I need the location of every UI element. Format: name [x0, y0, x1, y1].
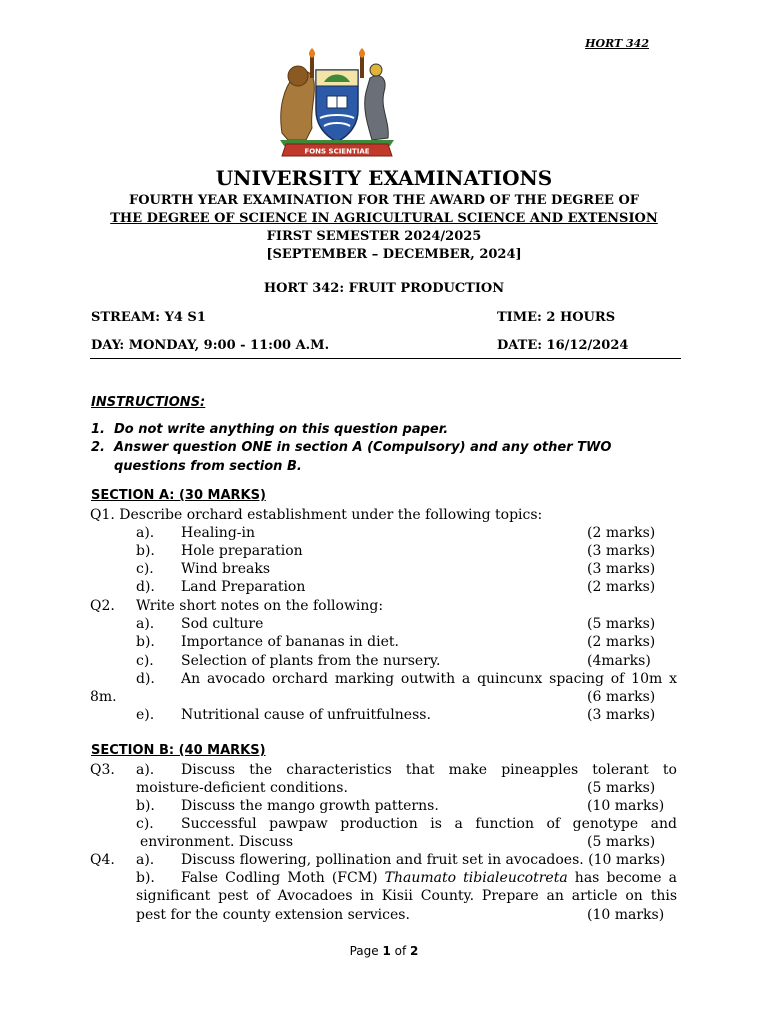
part-text [181, 869, 677, 887]
part-text-continuation: environment. Discuss [140, 834, 294, 850]
page-number [0, 944, 768, 958]
part-label: b). [136, 870, 155, 886]
part-marks: (3 marks) [587, 543, 656, 559]
motto-text: FONS SCIENTIAE [304, 147, 370, 156]
crane-supporter [365, 76, 389, 140]
course-reference: HORT 342 [585, 37, 649, 50]
part-marks: (6 marks) [587, 689, 656, 705]
part-label: c). [136, 816, 154, 832]
part-marks: (2 marks) [587, 525, 656, 541]
part-text-continuation: moisture-deficient conditions. [136, 780, 348, 796]
part-text: Wind breaks [181, 561, 271, 577]
part-label: a). [136, 762, 155, 778]
part-label: d). [136, 579, 155, 595]
part-label: a). [136, 852, 155, 868]
q2-number: Q2. [90, 598, 115, 614]
exam-period: [SEPTEMBER – DECEMBER, 2024] [266, 247, 522, 262]
university-crest-logo [272, 48, 402, 158]
part-text: Successful pawpaw production is a function of genotype and [181, 816, 677, 832]
part-text: Nutritional cause of unfruitfulness. [181, 707, 431, 723]
current-page: 1 [382, 944, 391, 958]
part-marks: (5 marks) [587, 616, 656, 632]
page-separator: of [390, 944, 411, 958]
part-text-continuation: 8m. [90, 689, 117, 705]
part-text: Sod culture [181, 616, 264, 632]
page-label: Page [349, 944, 383, 958]
species-name: Thaumato tibialeucotreta [384, 870, 568, 886]
instructions-heading: INSTRUCTIONS: [91, 395, 206, 410]
section-a-heading: SECTION A: (30 MARKS) [91, 488, 266, 503]
part-marks: (10 marks) [587, 798, 665, 814]
part-text: Discuss flowering, pollination and fruit set in avocadoes. (10 marks) [181, 852, 666, 868]
part-text-continuation: pest for the county extension services. [136, 907, 410, 923]
part-marks: (4marks) [587, 653, 651, 669]
instruction-text: questions from section B. [114, 459, 302, 474]
part-marks: (3 marks) [587, 561, 656, 577]
part-marks: (5 marks) [587, 834, 656, 850]
exam-semester: FIRST SEMESTER 2024/2025 [266, 229, 482, 244]
part-label: c). [136, 653, 154, 669]
q1-stem: Q1. Describe orchard establishment under the following topics: [90, 507, 543, 523]
instruction-number: 1. [91, 422, 105, 437]
part-text-segment: False Codling Moth (FCM) [181, 870, 385, 886]
part-text-segment: has become a [567, 870, 678, 886]
part-text-continuation: significant pest of Avocadoes in Kisii County. Prepare an article on this [136, 888, 677, 904]
part-label: b). [136, 798, 155, 814]
exam-title: UNIVERSITY EXAMINATIONS [215, 166, 553, 190]
instruction-number: 2. [91, 440, 105, 455]
time-info: TIME: 2 HOURS [497, 310, 616, 325]
part-text: Selection of plants from the nursery. [181, 653, 441, 669]
part-label: d). [136, 671, 155, 687]
course-title: HORT 342: FRUIT PRODUCTION [263, 281, 505, 296]
q3-number: Q3. [90, 762, 115, 778]
total-pages: 2 [410, 944, 419, 958]
day-info: DAY: MONDAY, 9:00 - 11:00 A.M. [91, 338, 330, 353]
part-text: Hole preparation [181, 543, 303, 559]
exam-subtitle-line-1: FOURTH YEAR EXAMINATION FOR THE AWARD OF THE DEGREE OF [128, 193, 639, 208]
part-marks: (3 marks) [587, 707, 656, 723]
part-label: a). [136, 616, 155, 632]
part-text: Discuss the characteristics that make pineapples tolerant to [181, 762, 677, 778]
part-label: e). [136, 707, 155, 723]
part-label: c). [136, 561, 154, 577]
q2-stem: Write short notes on the following: [136, 598, 384, 614]
q4-number: Q4. [90, 852, 115, 868]
date-info: DATE: 16/12/2024 [497, 338, 629, 353]
stream-info: STREAM: Y4 S1 [91, 310, 206, 325]
instruction-text: Do not write anything on this question paper. [114, 422, 449, 437]
section-b-heading: SECTION B: (40 MARKS) [91, 743, 266, 758]
instruction-text: Answer question ONE in section A (Compulsory) and any other TWO [114, 440, 612, 455]
part-marks: (2 marks) [587, 634, 656, 650]
part-text: Importance of bananas in diet. [181, 634, 399, 650]
part-marks: (2 marks) [587, 579, 656, 595]
part-label: b). [136, 543, 155, 559]
exam-subtitle-line-2: THE DEGREE OF SCIENCE IN AGRICULTURAL SCIENCE AND EXTENSION [110, 211, 658, 226]
part-label: a). [136, 525, 155, 541]
part-marks: (5 marks) [587, 780, 656, 796]
part-text: Land Preparation [181, 579, 306, 595]
part-text: Discuss the mango growth patterns. [181, 798, 439, 814]
header-divider [90, 358, 681, 359]
part-label: b). [136, 634, 155, 650]
part-marks: (10 marks) [587, 907, 665, 923]
part-text: Healing-in [181, 525, 255, 541]
part-text: An avocado orchard marking outwith a quincunx spacing of 10m x [181, 671, 677, 687]
